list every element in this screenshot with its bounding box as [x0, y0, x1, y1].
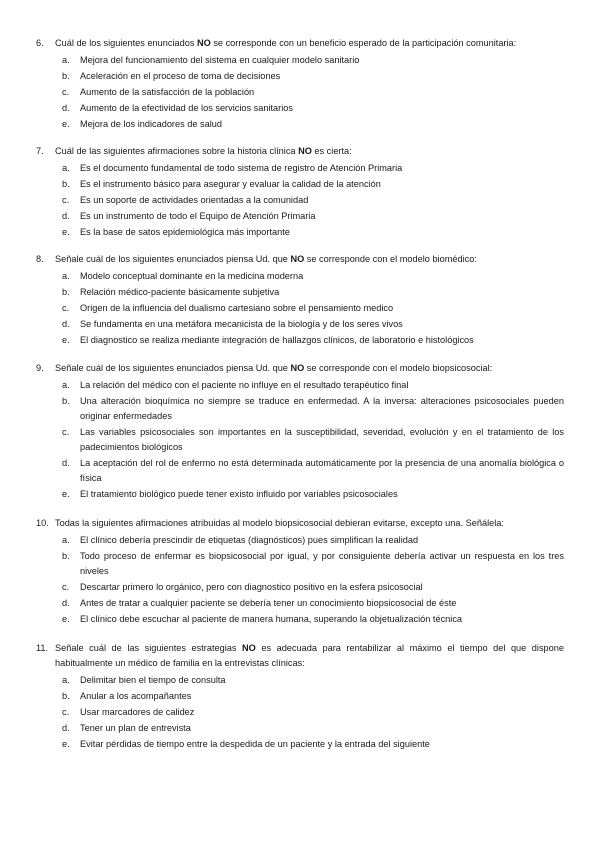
option-letter: c.: [62, 707, 70, 717]
option-text: Aumento de la satisfacción de la población: [80, 87, 255, 97]
option-letter: c.: [62, 303, 70, 313]
option-text: Descartar primero lo orgánico, pero con diagnostico positivo en la esfera psicosocial: [80, 582, 423, 592]
answer-option: [0, 549, 600, 579]
option-letter: c.: [62, 87, 70, 97]
option-letter: c.: [62, 582, 70, 592]
question-text: Cuál de las siguientes afirmaciones sobre la historia clínica NO es cierta:: [55, 146, 352, 156]
option-text: Aumento de la efectividad de los servicios sanitarios: [80, 103, 293, 113]
question-stem: [0, 516, 600, 531]
option-text: Mejora de los indicadores de salud: [80, 119, 222, 129]
option-text: Relación médico-paciente básicamente subjetiva: [80, 287, 280, 297]
emphasis-no: NO: [290, 254, 305, 264]
question-number: 8.: [36, 254, 44, 264]
option-letter: b.: [62, 396, 70, 406]
question-number: 10.: [36, 518, 49, 528]
answer-option: [0, 225, 600, 240]
option-text: Una alteración bioquímica no siempre se traduce en enfermedad. A la inversa: alteraciones psicosociales pueden originar enfermedades: [80, 396, 564, 421]
answer-option: [0, 596, 600, 611]
question-text: Señale cuál de las siguientes estrategias NO es adecuada para rentabilizar al máximo el tiempo del que dispone habitualmente un médico de familia en la entrevistas clínicas:: [55, 643, 564, 668]
question-text: Cuál de los siguientes enunciados NO se corresponde con un beneficio esperado de la participación comunitaria:: [55, 38, 517, 48]
option-letter: d.: [62, 458, 70, 468]
option-letter: a.: [62, 675, 70, 685]
answer-option: [0, 285, 600, 300]
option-text: Evitar pérdidas de tiempo entre la despedida de un paciente y la entrada del siguiente: [80, 739, 430, 749]
option-text: Todo proceso de enfermar es biopsicosocial por igual, y por consiguiente debería activar un respuesta en los tres niveles: [80, 551, 564, 576]
answer-option: [0, 487, 600, 502]
option-text: Es un soporte de actividades orientadas a la comunidad: [80, 195, 309, 205]
option-text: Las variables psicosociales son importantes en la susceptibilidad, severidad, evolución y en el tratamiento de los padecimientos biológicos: [80, 427, 564, 452]
question-number: 7.: [36, 146, 44, 156]
option-letter: a.: [62, 271, 70, 281]
option-letter: e.: [62, 489, 70, 499]
question-number: 9.: [36, 363, 44, 373]
option-letter: e.: [62, 335, 70, 345]
option-letter: e.: [62, 614, 70, 624]
option-letter: e.: [62, 119, 70, 129]
option-text: Origen de la influencia del dualismo cartesiano sobre el pensamiento medico: [80, 303, 394, 313]
answer-option: [0, 533, 600, 548]
option-text: La aceptación del rol de enfermo no está determinada automáticamente por la presencia de una anomalía biológica o física: [80, 458, 564, 483]
answer-option: [0, 394, 600, 424]
answer-option: [0, 580, 600, 595]
answer-option: [0, 269, 600, 284]
option-letter: b.: [62, 71, 70, 81]
option-text: Delimitar bien el tiempo de consulta: [80, 675, 226, 685]
answer-option: [0, 737, 600, 752]
option-letter: d.: [62, 211, 70, 221]
answer-option: [0, 333, 600, 348]
option-text: El diagnostico se realiza mediante integración de hallazgos clínicos, de laboratorio e histológicos: [80, 335, 474, 345]
answer-option: [0, 101, 600, 116]
question-text: Señale cuál de los siguientes enunciados piensa Ud. que NO se corresponde con el modelo biopsicosocial:: [55, 363, 493, 373]
answer-option: [0, 689, 600, 704]
question-number: 6.: [36, 38, 44, 48]
option-letter: b.: [62, 287, 70, 297]
option-text: Usar marcadores de calidez: [80, 707, 195, 717]
option-letter: c.: [62, 427, 70, 437]
question-10: [0, 516, 600, 627]
answer-option: [0, 721, 600, 736]
option-letter: d.: [62, 723, 70, 733]
question-stem: [0, 361, 600, 376]
question-stem: [0, 144, 600, 159]
answer-option: [0, 456, 600, 486]
option-letter: b.: [62, 551, 70, 561]
emphasis-no: NO: [298, 146, 312, 156]
answer-option: [0, 177, 600, 192]
question-7: [0, 144, 600, 240]
question-11: [0, 641, 600, 752]
answer-option: [0, 85, 600, 100]
option-text: Aceleración en el proceso de toma de decisiones: [80, 71, 281, 81]
question-text: Señale cuál de los siguientes enunciados piensa Ud. que NO se corresponde con el modelo biomédico:: [55, 254, 477, 264]
answer-option: [0, 378, 600, 393]
emphasis-no: NO: [242, 643, 256, 653]
option-letter: e.: [62, 227, 70, 237]
emphasis-no: NO: [197, 38, 211, 48]
answer-option: [0, 161, 600, 176]
option-letter: c.: [62, 195, 70, 205]
question-stem: [0, 641, 600, 671]
answer-option: [0, 612, 600, 627]
answer-option: [0, 69, 600, 84]
option-letter: b.: [62, 691, 70, 701]
option-letter: a.: [62, 535, 70, 545]
question-text: Todas la siguientes afirmaciones atribuidas al modelo biopsicosocial debieran evitarse, excepto una. Señálela:: [55, 518, 504, 528]
answer-option: [0, 209, 600, 224]
answer-option: [0, 301, 600, 316]
option-text: Tener un plan de entrevista: [80, 723, 191, 733]
option-text: Mejora del funcionamiento del sistema en cualquier modelo sanitario: [80, 55, 360, 65]
option-letter: e.: [62, 739, 70, 749]
answer-option: [0, 193, 600, 208]
answer-option: [0, 705, 600, 720]
option-text: Es un instrumento de todo el Equipo de Atención Primaria: [80, 211, 316, 221]
answer-option: [0, 673, 600, 688]
option-text: El clínico debería prescindir de etiquetas (diagnósticos) pues simplifican la realidad: [80, 535, 419, 545]
option-text: Modelo conceptual dominante en la medicina moderna: [80, 271, 304, 281]
option-letter: a.: [62, 55, 70, 65]
option-text: Es la base de satos epidemiológica más importante: [80, 227, 290, 237]
option-text: Antes de tratar a cualquier paciente se debería tener un conocimiento biopsicosocial de éste: [80, 598, 457, 608]
answer-option: [0, 53, 600, 68]
question-stem: [0, 36, 600, 51]
option-letter: d.: [62, 319, 70, 329]
option-text: El tratamiento biológico puede tener existo influido por variables psicosociales: [80, 489, 398, 499]
question-9: [0, 361, 600, 502]
option-letter: d.: [62, 598, 70, 608]
emphasis-no: NO: [290, 363, 305, 373]
answer-option: [0, 425, 600, 455]
question-number: 11.: [36, 643, 49, 653]
question-6: [0, 36, 600, 132]
question-8: [0, 252, 600, 348]
answer-option: [0, 117, 600, 132]
option-text: El clínico debe escuchar al paciente de manera humana, superando la objetualización técnica: [80, 614, 463, 624]
question-stem: [0, 252, 600, 267]
option-text: Es el documento fundamental de todo sistema de registro de Atención Primaria: [80, 163, 403, 173]
option-letter: b.: [62, 179, 70, 189]
option-letter: a.: [62, 380, 70, 390]
option-text: Se fundamenta en una metáfora mecanicista de la biología y de los seres vivos: [80, 319, 403, 329]
option-letter: d.: [62, 103, 70, 113]
option-text: Anular a los acompañantes: [80, 691, 192, 701]
option-letter: a.: [62, 163, 70, 173]
answer-option: [0, 317, 600, 332]
option-text: Es el instrumento básico para asegurar y evaluar la calidad de la atención: [80, 179, 381, 189]
option-text: La relación del médico con el paciente no influye en el resultado terapéutico final: [80, 380, 409, 390]
